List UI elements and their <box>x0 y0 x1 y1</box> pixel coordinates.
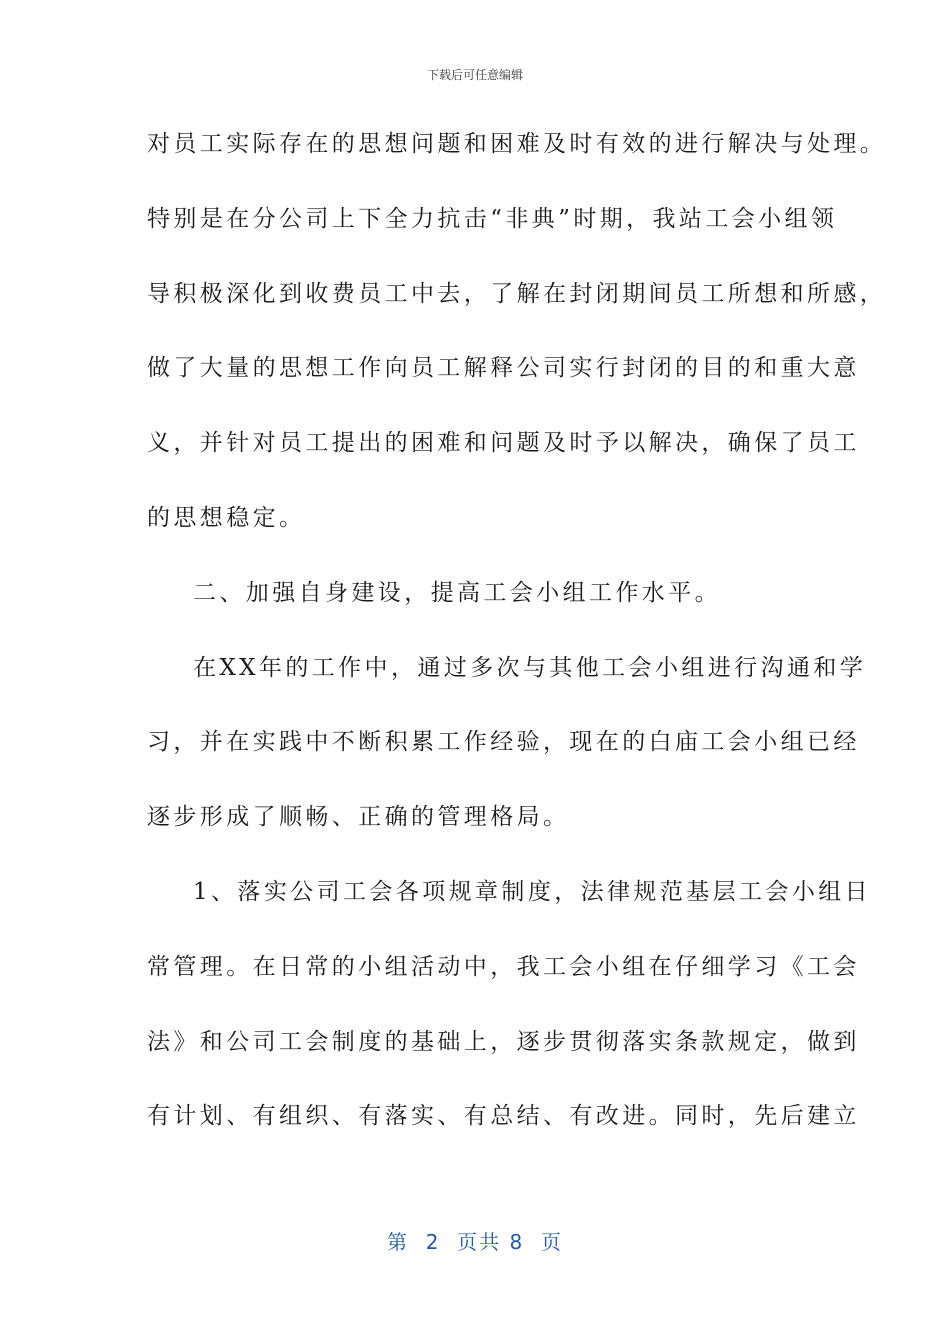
text-line: 二、加强自身建设，提高工会小组工作水平。 <box>193 579 721 606</box>
text-line: 导积极深化到收费员工中去，了解在封闭期间员工所想和所感， <box>147 280 887 307</box>
document-body <box>147 120 887 1167</box>
text-line: 法》和公司工会制度的基础上，逐步贯彻落实条款规定，做到 <box>147 1028 860 1055</box>
text-line: 有计划、有组织、有落实、有总结、有改进。同时，先后建立 <box>147 1103 860 1130</box>
text-line: 做了大量的思想工作向员工解释公司实行封闭的目的和重大意 <box>147 355 860 382</box>
text-line: 义，并针对员工提出的困难和问题及时予以解决，确保了员工 <box>147 430 860 457</box>
page-header: 下载后可任意编辑 <box>426 68 523 82</box>
text-line: 对员工实际存在的思想问题和困难及时有效的进行解决与处理。 <box>147 131 887 157</box>
page-number-footer: 第 2 页共 8 页 <box>387 1230 563 1254</box>
text-line: 在XX年的工作中，通过多次与其他工会小组进行沟通和学 <box>193 654 867 681</box>
text-line: 特别是在分公司上下全力抗击“非典”时期，我站工会小组领 <box>147 205 838 232</box>
text-line: 习，并在实践中不断积累工作经验，现在的白庙工会小组已经 <box>147 729 860 756</box>
text-line: 逐步形成了顺畅、正确的管理格局。 <box>147 804 570 831</box>
text-line: 常管理。在日常的小组活动中，我工会小组在仔细学习《工会 <box>147 953 860 980</box>
text-line: 1、落实公司工会各项规章制度，法律规范基层工会小组日 <box>193 878 872 905</box>
text-line: 的思想稳定。 <box>147 504 306 531</box>
